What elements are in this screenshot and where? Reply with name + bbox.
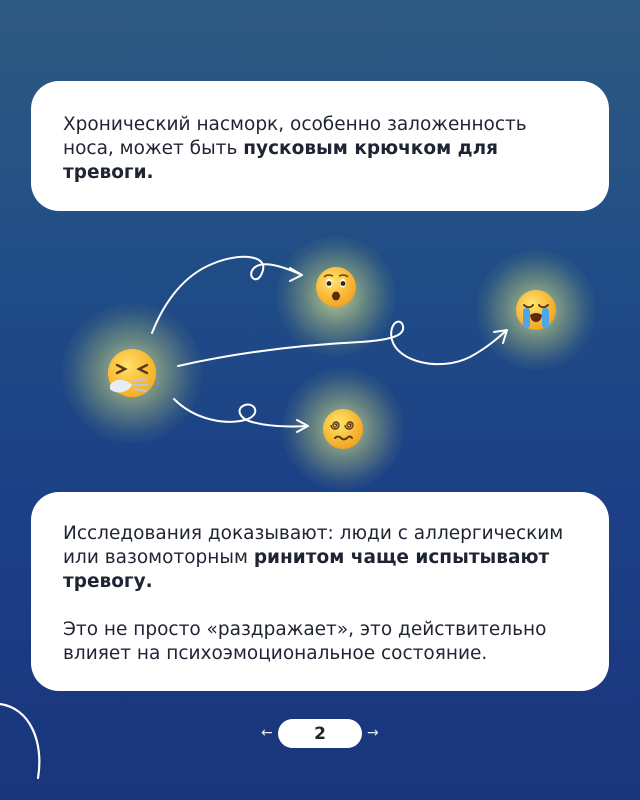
research-text-bold: ринитом чаще испытывают тревогу. (63, 547, 550, 592)
sneezing-face-icon (106, 347, 158, 399)
face-with-spiral-eyes-icon (322, 408, 364, 450)
arrow-to-hushed (152, 257, 302, 333)
page-indicator (278, 719, 362, 748)
arrowhead-hushed (290, 268, 302, 281)
loudly-crying-face-icon (515, 289, 557, 331)
arrow-to-crying (178, 322, 507, 366)
next-arrow-icon[interactable]: → (367, 725, 379, 741)
page-number: 2 (314, 723, 326, 744)
effect-text: Это не просто «раздражает», это действительно влияет на психоэмоциональное состояние. (63, 619, 547, 664)
intro-text-bold: пусковым крючком для тревоги. (63, 138, 499, 183)
hushed-face-icon (315, 266, 357, 308)
research-card (31, 492, 609, 691)
intro-text-plain: Хронический насморк, особенно заложенность носа, может быть (63, 114, 527, 159)
research-text (63, 522, 579, 594)
prev-arrow-icon[interactable]: ← (261, 725, 273, 741)
arrow-to-spiral (174, 399, 308, 427)
research-text-plain: Исследования доказывают: люди с аллергическим или вазомоторным (63, 523, 564, 568)
